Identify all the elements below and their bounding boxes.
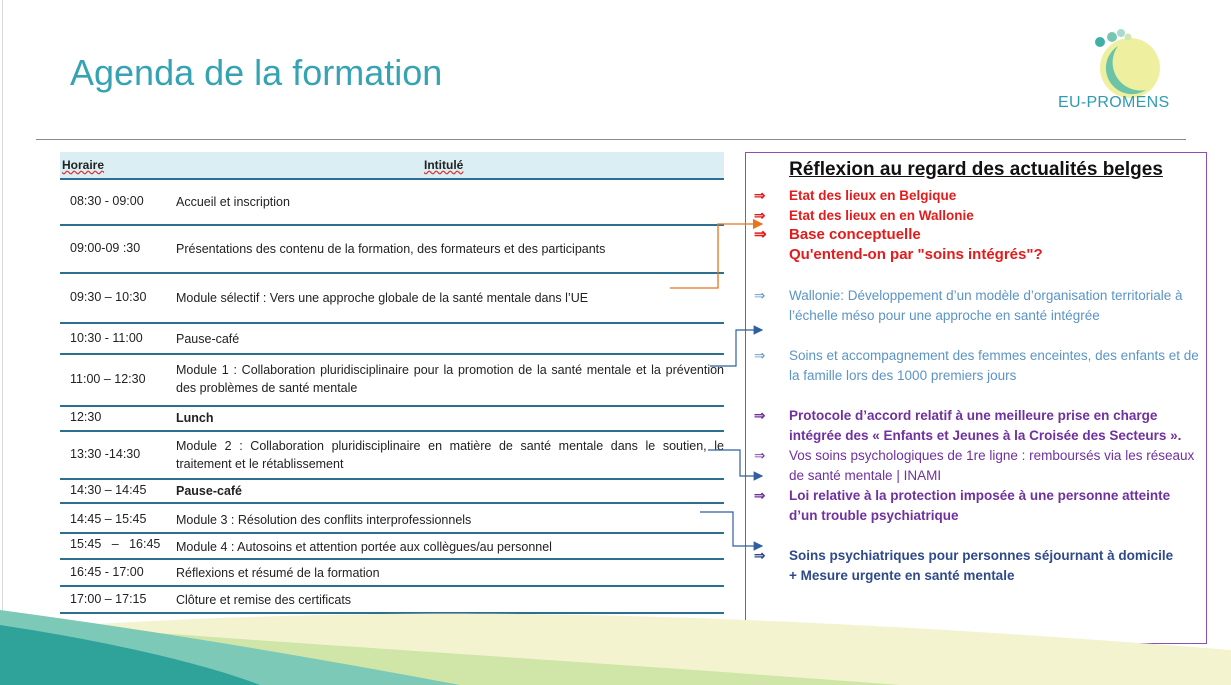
row-title: Module 3 : Résolution des conflits interprofessionnels <box>176 513 472 527</box>
table-row <box>60 226 724 274</box>
table-row <box>60 180 724 226</box>
panel-item-text-2: Qu'entend-on par "soins intégrés"? <box>789 246 1043 263</box>
arrow-icon: ⇒ <box>754 408 766 423</box>
panel-title: Réflexion au regard des actualités belges <box>789 159 1163 180</box>
column-header-time: Horaire <box>62 158 105 172</box>
row-time: 08:30 - 09:00 <box>70 194 144 208</box>
panel-item-text-2: + Mesure urgente en santé mentale <box>789 568 1015 583</box>
arrow-icon: ⇒ <box>754 488 766 503</box>
panel-item-text: Etat des lieux en en Wallonie <box>789 208 974 223</box>
row-title: Clôture et remise des certificats <box>176 593 352 607</box>
table-row <box>60 355 724 407</box>
inami-link[interactable]: Vos soins psychologiques de 1re ligne : remboursés via les réseaux de santé mentale | INAMI <box>789 448 1195 483</box>
reflection-panel <box>745 152 1207 644</box>
row-time: 10:30 - 11:00 <box>70 331 143 345</box>
row-title: Pause-café <box>176 484 243 498</box>
table-header <box>60 152 724 180</box>
table-row <box>60 407 724 432</box>
arrow-icon: ⇒ <box>754 348 766 363</box>
row-time: 09:30 – 10:30 <box>70 290 147 304</box>
title-divider <box>36 139 1186 140</box>
row-title: Module sélectif : Vers une approche globale de la santé mentale dans l’UE <box>176 291 589 305</box>
column-header-title: Intitulé <box>424 158 464 172</box>
row-time: 15:45 – 16:45 <box>70 537 161 551</box>
row-title: Réflexions et résumé de la formation <box>176 566 380 580</box>
panel-item-text: Base conceptuelle <box>789 226 921 243</box>
slide-title: Agenda de la formation <box>70 52 443 93</box>
row-title: Lunch <box>176 411 214 425</box>
table-row <box>60 504 724 534</box>
panel-item-text: Soins et accompagnement des femmes enceintes, des enfants et de la famille lors des 1000 premiers jours <box>789 348 1199 383</box>
row-title: Pause-café <box>176 332 240 346</box>
panel-item-text: Soins psychiatriques pour personnes séjournant à domicile <box>789 548 1174 563</box>
panel-item-text: Wallonie: Développement d’un modèle d’organisation territoriale à l’échelle méso pour une approche en santé intégrée <box>789 288 1183 323</box>
panel-item-text: Etat des lieux en Belgique <box>789 188 957 203</box>
arrow-icon: ⇒ <box>754 448 766 463</box>
row-title: Présentations des contenu de la formation, des formateurs et des participants <box>176 242 606 256</box>
row-time: 09:00-09 :30 <box>70 241 141 255</box>
panel-item-text: Loi relative à la protection imposée à une personne atteinte d’un trouble psychiatrique <box>789 488 1171 523</box>
row-time: 14:30 – 14:45 <box>70 483 147 497</box>
row-time: 11:00 – 12:30 <box>70 372 146 386</box>
row-title: Module 2 : Collaboration pluridisciplinaire en matière de santé mentale dans le soutien, le traitement et le rétablissement <box>176 439 724 471</box>
row-title: Accueil et inscription <box>176 195 290 209</box>
table-row <box>60 432 724 480</box>
arrow-icon: ⇒ <box>754 226 767 243</box>
row-title: Module 4 : Autosoins et attention portée aux collègues/au personnel <box>176 540 552 554</box>
panel-item-text: Protocole d’accord relatif à une meilleure prise en charge intégrée des « Enfants et Jeunes à la Croisée des Secteurs ». <box>789 408 1182 443</box>
row-time: 16:45 - 17:00 <box>70 565 144 579</box>
logo-text: EU-PROMENS <box>1058 94 1170 111</box>
table-row <box>60 534 724 560</box>
row-time: 17:00 – 17:15 <box>70 592 147 606</box>
slide-edge <box>2 0 3 685</box>
row-time: 13:30 -14:30 <box>70 447 141 461</box>
table-row <box>60 560 724 587</box>
table-row <box>60 274 724 324</box>
arrow-icon: ⇒ <box>754 188 766 203</box>
row-title: Module 1 : Collaboration pluridisciplinaire pour la promotion de la santé mentale et la prévention des problèmes de santé mentale <box>176 363 724 395</box>
row-time: 12:30 <box>70 410 102 424</box>
arrow-icon: ⇒ <box>754 548 766 563</box>
row-time: 14:45 – 15:45 <box>70 512 147 526</box>
arrow-icon: ⇒ <box>754 208 766 223</box>
agenda-table <box>60 152 724 614</box>
arrow-icon: ⇒ <box>754 288 766 303</box>
decorative-wave <box>0 600 1231 685</box>
table-row <box>60 480 724 504</box>
table-row <box>60 324 724 355</box>
